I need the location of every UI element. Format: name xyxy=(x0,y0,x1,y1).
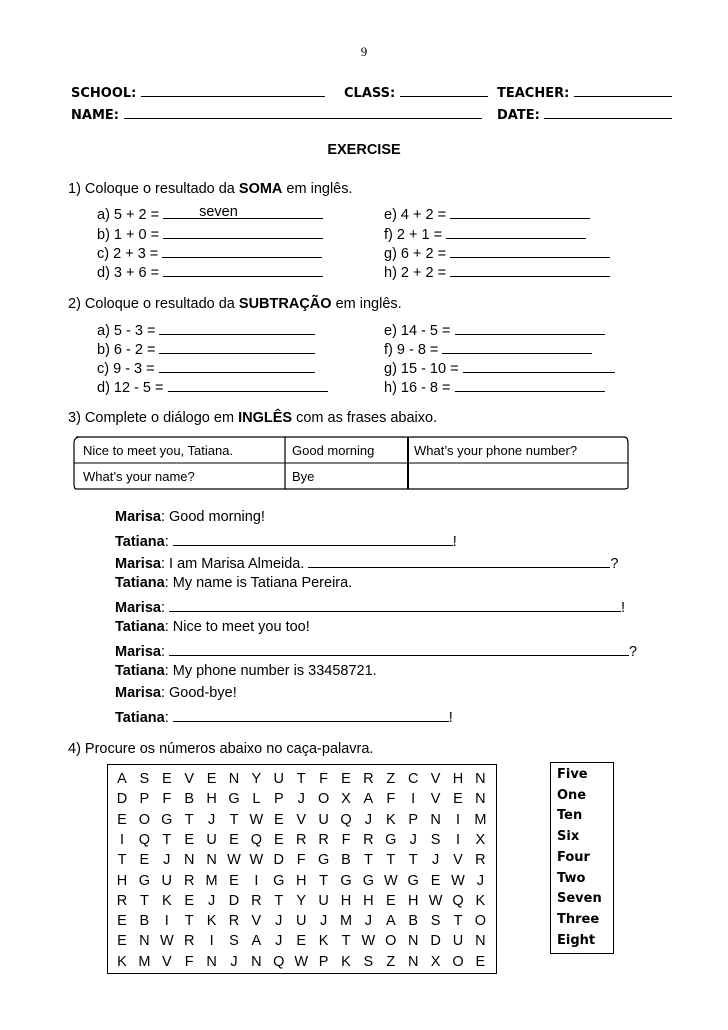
grid-letter[interactable]: B xyxy=(408,913,419,930)
grid-letter[interactable]: A xyxy=(117,771,127,787)
grid-letter[interactable]: T xyxy=(117,852,127,869)
grid-letter[interactable]: P xyxy=(408,811,419,828)
grid-letter[interactable]: W xyxy=(159,933,174,950)
grid-letter[interactable]: E xyxy=(475,953,486,970)
grid-letter[interactable]: T xyxy=(229,811,239,828)
grid-letter[interactable]: V xyxy=(296,811,307,828)
word-list-item: Eight xyxy=(557,932,596,948)
question-3: 3) Complete o diálogo em INGLÊS com as frases abaixo. xyxy=(68,410,438,426)
grid-letter[interactable]: V xyxy=(184,771,195,787)
grid-letter[interactable]: E xyxy=(296,933,307,950)
grid-letter[interactable]: E xyxy=(184,831,195,848)
grid-letter[interactable]: P xyxy=(318,953,329,970)
grid-letter[interactable]: T xyxy=(341,933,351,950)
grid-letter[interactable]: T xyxy=(296,771,306,787)
phrase-bank xyxy=(74,437,628,489)
grid-letter[interactable]: N xyxy=(475,771,486,787)
question-1: 1) Coloque o resultado da SOMA em inglês. xyxy=(68,181,353,197)
grid-letter[interactable]: S xyxy=(139,771,150,787)
q1-item-e[interactable]: e) 4 + 2 = xyxy=(384,204,590,223)
school-label: SCHOOL: xyxy=(71,86,137,101)
grid-letter[interactable]: V xyxy=(161,953,172,970)
dialogue-line: Marisa: Good morning! xyxy=(115,509,265,525)
grid-letter[interactable]: T xyxy=(408,852,418,869)
phrase-2: Good morning xyxy=(292,443,375,458)
q2-item-e[interactable]: e) 14 - 5 = xyxy=(384,320,605,339)
page-number: 9 xyxy=(360,44,368,59)
phrase-4: What’s your name? xyxy=(83,469,195,484)
grid-letter[interactable]: G xyxy=(407,872,419,889)
teacher-field[interactable] xyxy=(497,84,672,101)
grid-letter[interactable]: N xyxy=(475,933,486,950)
q1-item-b[interactable]: b) 1 + 0 = xyxy=(97,224,323,243)
grid-letter[interactable]: E xyxy=(229,831,239,848)
grid-letter[interactable]: O xyxy=(452,953,464,970)
grid-letter[interactable]: N xyxy=(407,953,419,970)
grid-letter[interactable]: E xyxy=(430,872,441,889)
grid-letter[interactable]: O xyxy=(385,933,397,950)
grid-letter[interactable]: V xyxy=(453,852,463,869)
grid-letter[interactable]: R xyxy=(295,831,307,848)
grid-letter[interactable]: H xyxy=(206,791,217,808)
grid-letter[interactable]: X xyxy=(475,831,486,848)
grid-letter[interactable]: B xyxy=(139,913,150,930)
grid-letter[interactable]: D xyxy=(116,791,128,808)
grid-letter[interactable]: O xyxy=(474,913,487,930)
q2-item-g[interactable]: g) 15 - 10 = xyxy=(384,358,615,377)
grid-letter[interactable]: H xyxy=(340,892,352,909)
dialogue-line[interactable]: Marisa: ! xyxy=(115,597,625,616)
school-field[interactable] xyxy=(71,84,325,101)
grid-letter[interactable]: W xyxy=(227,852,241,869)
grid-letter[interactable]: J xyxy=(275,933,283,950)
grid-letter[interactable]: R xyxy=(116,892,128,909)
grid-letter[interactable]: U xyxy=(318,892,329,909)
grid-letter[interactable]: E xyxy=(341,771,351,787)
grid-letter[interactable]: A xyxy=(363,791,374,808)
q2-item-b[interactable]: b) 6 - 2 = xyxy=(97,339,315,358)
grid-letter[interactable]: T xyxy=(162,831,172,848)
grid-letter[interactable]: S xyxy=(430,913,441,930)
grid-letter[interactable]: W xyxy=(294,953,309,970)
grid-letter[interactable]: F xyxy=(386,791,396,808)
grid-letter[interactable]: I xyxy=(119,831,125,848)
word-list-item: Two xyxy=(557,870,586,886)
grid-letter[interactable]: E xyxy=(206,771,217,787)
grid-letter[interactable]: J xyxy=(207,892,216,909)
grid-letter[interactable]: F xyxy=(162,791,172,808)
question-2: 2) Coloque o resultado da SUBTRAÇÃO em inglês. xyxy=(68,296,402,312)
grid-letter[interactable]: N xyxy=(251,953,262,970)
grid-letter[interactable]: R xyxy=(251,892,262,909)
grid-letter[interactable]: F xyxy=(184,953,194,970)
dialogue-line[interactable]: Marisa: I am Marisa Almeida. ? xyxy=(115,553,619,572)
dialogue-line[interactable]: Tatiana: ! xyxy=(115,707,453,726)
grid-letter[interactable]: E xyxy=(273,831,284,848)
grid-letter[interactable]: I xyxy=(209,933,214,950)
grid-letter[interactable]: T xyxy=(319,872,329,889)
grid-letter[interactable]: W xyxy=(249,852,264,869)
grid-letter[interactable]: G xyxy=(317,852,330,869)
grid-letter[interactable]: M xyxy=(474,811,487,828)
class-field[interactable] xyxy=(344,84,488,101)
name-label: NAME: xyxy=(71,108,119,123)
grid-letter[interactable]: E xyxy=(229,872,239,889)
grid-letter[interactable]: R xyxy=(228,913,240,930)
grid-letter[interactable]: R xyxy=(475,852,486,869)
q1-answer-a: seven xyxy=(199,204,238,220)
grid-letter[interactable]: G xyxy=(161,811,173,828)
grid-letter[interactable]: O xyxy=(138,811,151,828)
grid-letter[interactable]: C xyxy=(407,771,419,787)
grid-letter[interactable]: E xyxy=(139,852,150,869)
grid-letter[interactable]: H xyxy=(452,771,464,787)
grid-letter[interactable]: G xyxy=(138,872,151,889)
grid-letter[interactable]: K xyxy=(385,811,396,828)
word-list-item: Five xyxy=(557,767,588,782)
grid-letter[interactable]: V xyxy=(430,771,441,787)
grid-letter[interactable]: S xyxy=(229,933,239,950)
word-search-grid xyxy=(107,764,497,974)
grid-letter[interactable]: J xyxy=(476,872,485,889)
dialogue-line[interactable]: Tatiana: ! xyxy=(115,531,457,550)
q1-item-h[interactable]: h) 2 + 2 = xyxy=(384,262,610,281)
grid-letter[interactable]: J xyxy=(207,811,216,828)
grid-letter[interactable]: O xyxy=(317,791,330,808)
word-list xyxy=(550,762,614,954)
grid-letter[interactable]: J xyxy=(275,913,283,930)
word-list-item: Seven xyxy=(557,891,602,907)
grid-letter[interactable]: U xyxy=(295,913,307,930)
grid-letter[interactable]: N xyxy=(475,791,486,808)
name-field[interactable] xyxy=(71,106,482,123)
grid-letter[interactable]: N xyxy=(206,852,217,869)
grid-letter[interactable]: N xyxy=(228,771,240,787)
grid-letter[interactable]: Q xyxy=(273,953,285,970)
grid-letter[interactable]: E xyxy=(117,933,127,950)
grid-letter[interactable]: W xyxy=(361,933,376,950)
grid-letter[interactable]: W xyxy=(383,872,398,889)
grid-letter[interactable]: F xyxy=(296,852,306,869)
grid-letter[interactable]: J xyxy=(364,913,373,930)
grid-letter[interactable]: M xyxy=(205,872,218,889)
grid-letter[interactable]: B xyxy=(341,852,351,869)
q1-item-d[interactable]: d) 3 + 6 = xyxy=(97,262,323,281)
q2-item-f[interactable]: f) 9 - 8 = xyxy=(384,339,592,358)
grid-letter[interactable]: D xyxy=(228,892,240,909)
grid-letter[interactable]: T xyxy=(139,892,149,909)
grid-letter[interactable]: U xyxy=(273,771,285,787)
grid-letter[interactable]: X xyxy=(430,953,441,970)
grid-letter[interactable]: K xyxy=(341,953,351,970)
grid-letter[interactable]: J xyxy=(297,791,305,808)
word-list-item: Ten xyxy=(557,808,583,824)
dialogue-line: Tatiana: My name is Tatiana Pereira. xyxy=(115,575,353,591)
grid-letter[interactable]: W xyxy=(428,892,443,909)
grid-letter[interactable]: J xyxy=(319,913,328,930)
grid-letter[interactable]: E xyxy=(453,791,463,808)
grid-letter[interactable]: Q xyxy=(138,831,151,848)
dialogue-line: Marisa: Good-bye! xyxy=(115,685,237,701)
grid-letter[interactable]: H xyxy=(363,892,374,909)
question-4: 4) Procure os números abaixo no caça-palavra. xyxy=(68,741,374,757)
grid-letter[interactable]: R xyxy=(363,771,374,787)
grid-letter[interactable]: J xyxy=(364,811,373,828)
grid-letter[interactable]: T xyxy=(184,913,194,930)
teacher-label: TEACHER: xyxy=(497,86,570,101)
phrase-3: What’s your phone number? xyxy=(414,443,578,458)
grid-letter[interactable]: G xyxy=(273,872,285,889)
grid-letter[interactable]: R xyxy=(183,872,195,889)
q2-item-d[interactable]: d) 12 - 5 = xyxy=(97,377,328,396)
q2-item-h[interactable]: h) 16 - 8 = xyxy=(384,377,605,396)
q1-item-f[interactable]: f) 2 + 1 = xyxy=(384,224,586,243)
grid-letter[interactable]: G xyxy=(228,791,240,808)
grid-letter[interactable]: G xyxy=(362,872,375,889)
grid-letter[interactable]: I xyxy=(254,872,259,889)
grid-letter[interactable]: Z xyxy=(386,771,396,787)
grid-letter[interactable]: T xyxy=(453,913,463,930)
grid-letter[interactable]: U xyxy=(206,831,217,848)
grid-letter[interactable]: W xyxy=(249,811,264,828)
grid-letter[interactable]: R xyxy=(363,831,374,848)
grid-letter[interactable]: Y xyxy=(251,771,262,787)
grid-letter[interactable]: U xyxy=(318,811,329,828)
grid-letter[interactable]: I xyxy=(164,913,169,930)
grid-letter[interactable]: E xyxy=(184,892,195,909)
grid-letter[interactable]: D xyxy=(430,933,441,950)
grid-letter[interactable]: V xyxy=(251,913,262,930)
dialogue-line: Tatiana: My phone number is 33458721. xyxy=(115,663,377,679)
grid-letter[interactable]: K xyxy=(117,953,127,970)
grid-letter[interactable]: J xyxy=(163,852,171,869)
grid-letter[interactable]: I xyxy=(411,791,416,808)
grid-letter[interactable]: Q xyxy=(452,892,464,909)
grid-letter[interactable]: J xyxy=(431,852,440,869)
grid-letter[interactable]: V xyxy=(430,791,441,808)
grid-letter[interactable]: X xyxy=(341,791,351,808)
grid-letter[interactable]: J xyxy=(230,953,238,970)
grid-letter[interactable]: T xyxy=(274,892,284,909)
grid-letter[interactable]: B xyxy=(184,791,195,808)
word-list-item: Four xyxy=(557,849,590,865)
grid-letter[interactable]: S xyxy=(430,831,441,848)
q1-item-c[interactable]: c) 2 + 3 = xyxy=(97,243,322,262)
grid-letter[interactable]: W xyxy=(451,872,465,889)
grid-letter[interactable]: K xyxy=(318,933,329,950)
word-list-item: Three xyxy=(557,911,600,927)
dialogue-line[interactable]: Marisa: ? xyxy=(115,641,637,660)
q2-item-c[interactable]: c) 9 - 3 = xyxy=(97,358,315,377)
grid-letter[interactable]: T xyxy=(184,811,194,828)
q1-item-g[interactable]: g) 6 + 2 = xyxy=(384,243,610,262)
grid-letter[interactable]: Y xyxy=(296,892,307,909)
grid-letter[interactable]: N xyxy=(139,933,150,950)
grid-letter[interactable]: Q xyxy=(250,831,263,848)
exercise-title: EXERCISE xyxy=(327,142,401,158)
grid-letter[interactable]: H xyxy=(116,872,128,889)
phrase-5: Bye xyxy=(292,469,315,484)
grid-letter[interactable]: D xyxy=(273,852,285,869)
grid-letter[interactable]: S xyxy=(363,953,374,970)
word-list-item: One xyxy=(557,787,587,803)
grid-letter[interactable]: E xyxy=(161,771,172,787)
grid-letter[interactable]: T xyxy=(363,852,373,869)
grid-letter[interactable]: N xyxy=(206,953,217,970)
date-label: DATE: xyxy=(497,108,540,123)
phrase-1: Nice to meet you, Tatiana. xyxy=(83,443,234,458)
grid-letter[interactable]: K xyxy=(161,892,172,909)
grid-letter[interactable]: E xyxy=(117,811,127,828)
grid-letter[interactable]: M xyxy=(138,953,151,970)
word-list-item: Six xyxy=(557,829,580,845)
grid-letter[interactable]: J xyxy=(409,831,417,848)
grid-letter[interactable]: F xyxy=(341,831,351,848)
grid-letter[interactable]: H xyxy=(407,892,419,909)
grid-letter[interactable]: U xyxy=(452,933,464,950)
grid-letter[interactable]: P xyxy=(139,791,150,808)
grid-letter[interactable]: E xyxy=(117,913,127,930)
grid-letter[interactable]: F xyxy=(319,771,329,787)
grid-letter[interactable]: K xyxy=(475,892,486,909)
grid-letter[interactable]: N xyxy=(407,933,419,950)
grid-letter[interactable]: I xyxy=(455,831,461,848)
grid-letter[interactable]: T xyxy=(386,852,396,869)
q1-item-a[interactable]: a) 5 + 2 = seven xyxy=(97,204,323,223)
grid-letter[interactable]: E xyxy=(385,892,396,909)
grid-letter[interactable]: R xyxy=(318,831,329,848)
class-label: CLASS: xyxy=(344,86,396,101)
dialogue-line: Tatiana: Nice to meet you too! xyxy=(115,619,310,635)
grid-letter[interactable]: R xyxy=(183,933,195,950)
grid-letter[interactable]: M xyxy=(339,913,353,930)
grid-letter[interactable]: G xyxy=(385,831,397,848)
grid-letter[interactable]: I xyxy=(455,811,461,828)
grid-letter[interactable]: U xyxy=(161,872,173,889)
grid-letter[interactable]: N xyxy=(430,811,441,828)
grid-letter[interactable]: H xyxy=(295,872,307,889)
grid-letter[interactable]: G xyxy=(340,872,352,889)
grid-letter[interactable]: K xyxy=(206,913,217,930)
grid-letter[interactable]: L xyxy=(252,791,261,808)
grid-letter[interactable]: N xyxy=(183,852,195,869)
grid-letter[interactable]: A xyxy=(385,913,396,930)
grid-letter[interactable]: E xyxy=(273,811,284,828)
grid-letter[interactable]: A xyxy=(251,933,262,950)
date-field[interactable] xyxy=(497,106,672,123)
grid-letter[interactable]: Z xyxy=(386,953,396,970)
grid-letter[interactable]: P xyxy=(273,791,284,808)
grid-letter[interactable]: Q xyxy=(340,811,352,828)
q2-item-a[interactable]: a) 5 - 3 = xyxy=(97,320,315,339)
